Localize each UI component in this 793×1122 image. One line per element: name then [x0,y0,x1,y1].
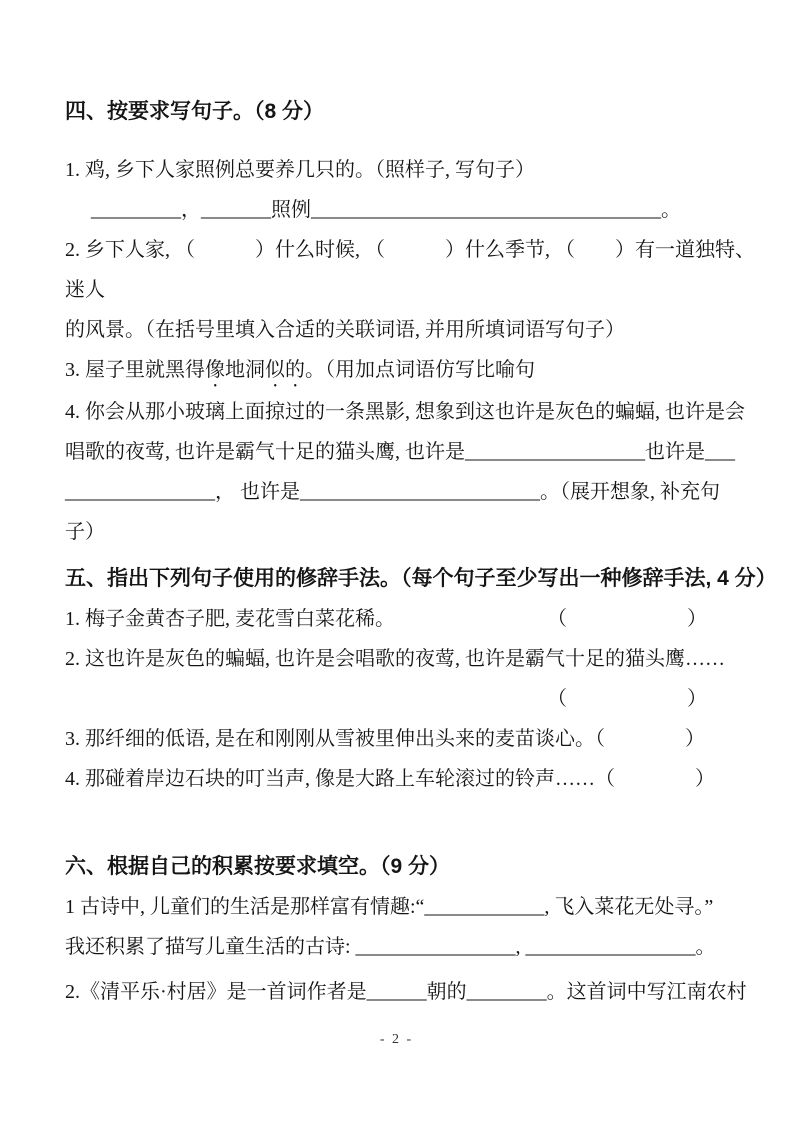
section4-q2-line1: 2. 乡下人家, （ ）什么时候, （ ）什么季节, （ ）有一道独特、 [65,239,755,261]
section5-q1-text: 1. 梅子金黄杏子肥, 麦花雪白菜花稀。 [65,608,395,630]
section5-q2-answer-paren: （ ） [547,688,707,710]
section5-q4-text: 4. 那碰着岸边石块的叮当声, 像是大路上车轮滚过的铃声……（ ） [65,768,715,790]
section4-q4-line2: 唱歌的夜莺, 也许是霸气十足的猫头鹰, 也许是__________________也许是___ [65,441,735,463]
section-6-heading: 六、根据自己的积累按要求填空。（9 分） [65,855,451,878]
section5-q3-text: 3. 那纤细的低语, 是在和刚刚从雪被里伸出头来的麦苗谈心。（ ） [65,728,705,750]
section4-q3-text-end: 。（用加点词语仿写比喻句 [305,359,535,381]
section-5-heading: 五、指出下列句子使用的修辞手法。（每个句子至少写出一种修辞手法, 4 分） [65,567,777,590]
section4-q4-line4: 子） [65,521,105,543]
section5-q1-row [65,599,729,639]
section5-q2-text: 2. 这也许是灰色的蝙蝠, 也许是会唱歌的夜莺, 也许是霸气十足的猫头鹰…… [65,648,725,670]
section4-q4-line3: _______________， 也许是________________________。（展开想象, 补充句 [65,481,720,503]
section4-q1-answer-blank-line: _________，_______照例___________________________________。 [91,199,681,221]
section4-q3-text [65,350,729,392]
section4-q3-text-start: 3. 屋子里就黑得 [65,359,205,381]
section4-q4-line1: 4. 你会从那小玻璃上面掠过的一条黑影, 想象到这也许是灰色的蝙蝠, 也许是会 [65,401,745,423]
section4-q3-dotted-word-2: 似的 [265,359,305,381]
section4-q3-text-middle: 地洞 [225,359,265,381]
section4-q1-text: 1. 鸡, 乡下人家照例总要养几只的。（照样子, 写句子） [65,159,535,181]
section6-q2-line1: 2.《清平乐·村居》是一首词作者是______朝的________。这首词中写江南农村 [65,981,747,1003]
section4-q2-line3: 的风景。（在括号里填入合适的关联词语, 并用所填词语写句子） [65,319,625,341]
section5-q1-answer-paren: （ ） [547,608,707,630]
section4-q2-line2: 迷人 [65,279,105,301]
section-4-heading: 四、按要求写句子。（8 分） [65,100,325,123]
section4-q3-dotted-word-1: 像 [205,359,225,381]
section6-q1-line1: 1 古诗中, 儿童们的生活是那样富有情趣:“____________, 飞入菜花无处寻。” [65,896,714,918]
section6-q1-line2: 我还积累了描写儿童生活的古诗: ________________, _________________。 [65,936,716,958]
page-number: - 2 - [379,1032,414,1047]
section5-q2-paren-row [65,679,729,719]
